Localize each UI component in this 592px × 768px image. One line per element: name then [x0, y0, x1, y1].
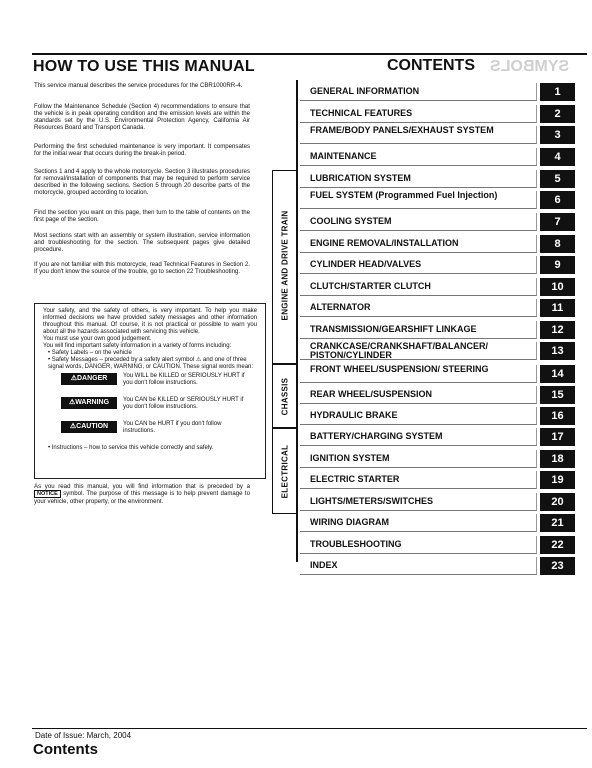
contents-title-9: CYLINDER HEAD/VALVES: [310, 259, 422, 269]
notice-text-after: symbol. The purpose of this message is to help prevent damage to your vehicle, other property, or the environment.: [34, 490, 250, 506]
contents-num-18: 18: [540, 450, 575, 468]
caution-text: You CAN be HURT if you don't follow instructions.: [123, 421, 222, 434]
contents-num-21: 21: [540, 514, 575, 532]
contents-title-11: ALTERNATOR: [310, 302, 371, 312]
contents-row-21[interactable]: [300, 514, 576, 534]
caution-badge: ⚠CAUTION: [61, 421, 117, 433]
contents-num-11: 11: [540, 299, 575, 317]
contents-title-2: TECHNICAL FEATURES: [310, 108, 413, 118]
contents-num-17: 17: [540, 428, 575, 446]
notice-badge: NOTICE: [34, 490, 61, 498]
contents-row-1[interactable]: [300, 83, 576, 103]
intro-paragraph-6: Most sections start with an assembly or system illustration, service information and troubleshooting for the section. The subsequent pages give detailed procedure.: [34, 232, 250, 254]
contents-num-2: 2: [540, 105, 575, 123]
intro-paragraph-4: Sections 1 and 4 apply to the whole motorcycle. Section 3 illustrates procedures for removal/installation of components that may be required to perform service described in the following sections. Section 5 through 20 describe parts of the motorcycle, grouped according to location.: [34, 168, 250, 197]
engine-group-label: ENGINE AND DRIVE TRAIN: [280, 210, 290, 321]
footer-rule: [32, 728, 587, 729]
contents-title-10: CLUTCH/STARTER CLUTCH: [310, 281, 431, 291]
contents-num-10: 10: [540, 278, 575, 296]
caution-row: [43, 421, 257, 445]
contents-title-18: IGNITION SYSTEM: [310, 453, 390, 463]
contents-title-22: TROUBLESHOOTING: [310, 539, 402, 549]
contents-row-4[interactable]: [300, 148, 576, 168]
contents-num-23: 23: [540, 557, 575, 575]
contents-row-7[interactable]: [300, 213, 576, 233]
danger-row: [43, 373, 257, 397]
contents-row-5[interactable]: [300, 170, 576, 190]
contents-title-16: HYDRAULIC BRAKE: [310, 410, 398, 420]
contents-num-14: 14: [540, 365, 575, 383]
contents-title-21: WIRING DIAGRAM: [310, 517, 389, 527]
contents-row-6[interactable]: [300, 191, 576, 211]
contents-row-13[interactable]: [300, 342, 576, 362]
contents-title-15: REAR WHEEL/SUSPENSION: [310, 389, 433, 399]
electrical-group-label: ELECTRICAL: [280, 444, 290, 499]
contents-row-11[interactable]: [300, 299, 576, 319]
contents-num-12: 12: [540, 321, 575, 339]
safety-bullet-labels: • Safety Labels – on the vehicle: [48, 350, 132, 356]
contents-title-1: GENERAL INFORMATION: [310, 86, 420, 96]
contents-num-13: 13: [540, 342, 575, 360]
contents-title-17: BATTERY/CHARGING SYSTEM: [310, 431, 443, 441]
contents-num-19: 19: [540, 471, 575, 489]
contents-num-7: 7: [540, 213, 575, 231]
contents-row-12[interactable]: [300, 321, 576, 341]
contents-num-9: 9: [540, 256, 575, 274]
contents-row-14[interactable]: [300, 365, 576, 385]
safety-paragraph-2: You must use your own good judgement.: [43, 336, 152, 342]
contents-row-10[interactable]: [300, 278, 576, 298]
contents-row-16[interactable]: [300, 407, 576, 427]
contents-title-6: FUEL SYSTEM (Programmed Fuel Injection): [310, 190, 498, 200]
contents-row-20[interactable]: [300, 493, 576, 513]
bleed-through-title: SYMBOLS: [490, 58, 570, 75]
contents-row-3[interactable]: [300, 126, 576, 146]
contents-num-5: 5: [540, 170, 575, 188]
contents-num-4: 4: [540, 148, 575, 166]
notice-paragraph: [34, 483, 250, 505]
contents-num-15: 15: [540, 386, 575, 404]
contents-row-19[interactable]: [300, 471, 576, 491]
warning-text: You CAN be KILLED or SERIOUSLY HURT if you don't follow instructions.: [123, 397, 244, 410]
contents-title-8: ENGINE REMOVAL/INSTALLATION: [310, 238, 459, 248]
contents-title-7: COOLING SYSTEM: [310, 216, 392, 226]
contents-row-9[interactable]: [300, 256, 576, 276]
contents-num-6: 6: [540, 191, 575, 209]
safety-paragraph-3: You will find important safety information in a variety of forms including:: [43, 343, 232, 349]
contents-row-18[interactable]: [300, 450, 576, 470]
safety-bullet-messages: • Safety Messages – preceded by a safety alert symbol ⚠ and one of three signal words, DANGER, WARNING, or CAUTION. These signal words mean:: [48, 357, 254, 370]
contents-title-23: INDEX: [310, 560, 338, 570]
contents-num-1: 1: [540, 83, 575, 101]
page-title: HOW TO USE THIS MANUAL: [33, 58, 255, 75]
contents-divider: [296, 80, 298, 562]
contents-row-15[interactable]: [300, 386, 576, 406]
footer-title: Contents: [33, 741, 98, 758]
contents-row-8[interactable]: [300, 235, 576, 255]
contents-row-23[interactable]: [300, 557, 576, 577]
intro-paragraph-7: If you are not familiar with this motorcycle, read Technical Features in Section 2. If you don't know the source of the trouble, go to section 22 Troubleshooting.: [34, 261, 250, 276]
contents-title: CONTENTS: [387, 57, 475, 74]
contents-title-4: MAINTENANCE: [310, 151, 377, 161]
intro-paragraph-5: Find the section you want on this page, then turn to the table of contents on the first page of the section.: [34, 209, 250, 224]
engine-group-bracket: [272, 170, 296, 364]
safety-box: [34, 303, 266, 479]
intro-paragraph-3: Performing the first scheduled maintenance is very important. It compensates for the initial wear that occurs during the break-in period.: [34, 143, 250, 158]
chassis-group-label: CHASSIS: [280, 377, 290, 416]
contents-row-2[interactable]: [300, 105, 576, 125]
notice-text-before: As you read this manual, you will find information that is preceded by a: [34, 483, 250, 490]
warning-row: [43, 397, 257, 421]
issue-date: Date of Issue: March, 2004: [35, 731, 132, 740]
contents-title-5: LUBRICATION SYSTEM: [310, 173, 411, 183]
intro-paragraph-2: Follow the Maintenance Schedule (Section 4) recommendations to ensure that the vehicle is in peak operating condition and the emission levels are within the standards set by the U.S. Environmental Protection Agency, California Air Resources Board and Transport Canada.: [34, 103, 250, 132]
contents-num-20: 20: [540, 493, 575, 511]
contents-title-13: CRANKCASE/CRANKSHAFT/BALANCER/ PISTON/CYLINDER: [310, 341, 488, 360]
contents-title-12: TRANSMISSION/GEARSHIFT LINKAGE: [310, 324, 477, 334]
safety-paragraph-1: Your safety, and the safety of others, is very important. To help you make informed decisions we have provided safety messages and other information throughout this manual. Of course, it is not practical or possible to warn you about all the hazards associated with servicing this vehicle.: [43, 308, 257, 335]
contents-title-14: FRONT WHEEL/SUSPENSION/ STEERING: [310, 364, 489, 374]
safety-bullet-instructions: • Instructions – how to service this vehicle correctly and safely.: [48, 445, 214, 451]
contents-num-22: 22: [540, 536, 575, 554]
contents-title-19: ELECTRIC STARTER: [310, 474, 400, 484]
danger-badge: ⚠DANGER: [61, 373, 117, 385]
contents-num-3: 3: [540, 126, 575, 144]
intro-paragraph-1: This service manual describes the service procedures for the CBR1000RR-4.: [34, 82, 243, 89]
contents-row-22[interactable]: [300, 536, 576, 556]
electrical-group-bracket: [272, 428, 296, 514]
contents-title-3: FRAME/BODY PANELS/EXHAUST SYSTEM: [310, 125, 494, 135]
danger-text: You WILL be KILLED or SERIOUSLY HURT if you don't follow instructions.: [123, 373, 245, 386]
contents-num-16: 16: [540, 407, 575, 425]
contents-row-17[interactable]: [300, 428, 576, 448]
warning-badge: ⚠WARNING: [61, 397, 117, 409]
top-rule: [32, 53, 587, 55]
contents-num-8: 8: [540, 235, 575, 253]
chassis-group-bracket: [272, 364, 296, 428]
contents-title-20: LIGHTS/METERS/SWITCHES: [310, 496, 434, 506]
